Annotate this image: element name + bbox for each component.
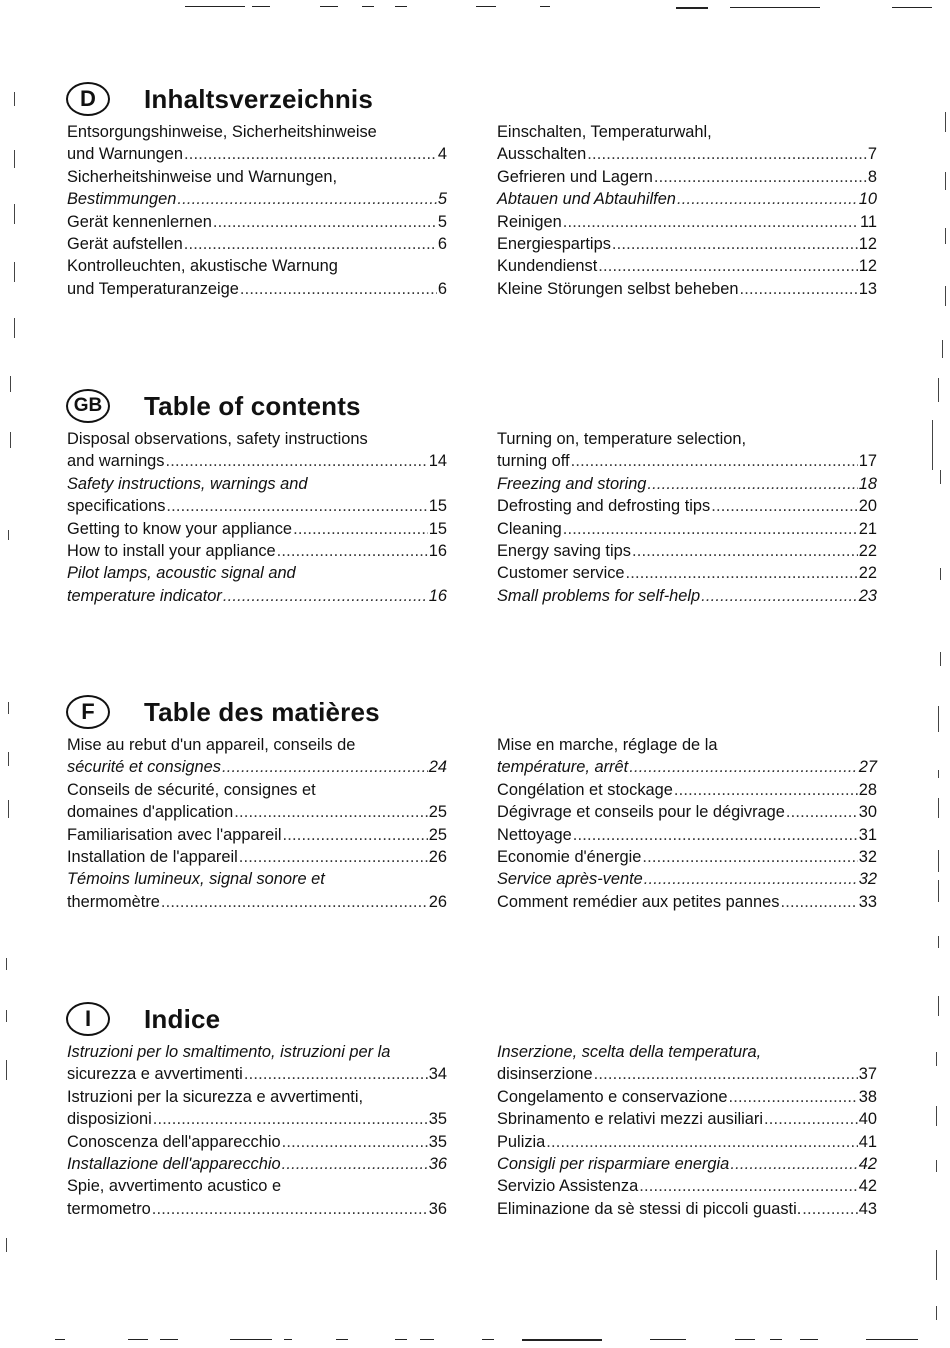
toc-entry (497, 1175, 877, 1197)
toc-entry-text: Cleaning (497, 519, 562, 538)
toc-entry (497, 1108, 877, 1130)
leader-dots (740, 278, 858, 300)
toc-entry (497, 233, 877, 255)
toc-entry-text: Inserzione, scelta della temperatura, (497, 1043, 762, 1061)
toc-entry-text: Nettoyage (497, 825, 572, 844)
toc-entry (67, 1063, 447, 1085)
toc-entry-page-number: 15 (428, 497, 447, 516)
leader-dots (674, 779, 858, 801)
toc-entry-page-number: 15 (428, 519, 447, 538)
toc-entry (67, 233, 447, 255)
toc-entry-text: Conseils de sécurité, consignes et (67, 780, 316, 799)
toc-entry (67, 868, 447, 890)
toc-entry-text: Ausschalten (497, 145, 587, 164)
leader-dots (573, 824, 858, 846)
toc-entry-text: und Warnungen (67, 145, 184, 164)
leader-dots (644, 868, 858, 890)
toc-entry-text: Sbrinamento e relativi mezzi ausiliari (497, 1110, 763, 1129)
toc-entry-page-number: 30 (858, 803, 877, 822)
leader-dots (234, 801, 428, 823)
toc-entry-page-number: 20 (858, 497, 877, 516)
toc-entry-text: Istruzioni per la sicurezza e avvertimenti, (67, 1087, 364, 1106)
leader-dots (166, 495, 427, 517)
leader-dots (184, 233, 437, 255)
leader-dots (587, 143, 867, 165)
toc-entry (497, 734, 877, 756)
toc-entry-text: Gerät aufstellen (67, 234, 183, 253)
toc-entry-page-number: 34 (428, 1065, 447, 1084)
leader-dots (598, 255, 858, 277)
toc-entry (497, 278, 877, 300)
toc-entry (497, 143, 877, 165)
toc-entry-text: Spie, avvertimento acustico e (67, 1177, 282, 1196)
leader-dots (282, 1153, 428, 1175)
toc-entry-text: Congélation et stockage (497, 780, 673, 799)
toc-entry-page-number: 4 (437, 145, 447, 164)
leader-dots (571, 450, 858, 472)
toc-entry-text: disinserzione (497, 1065, 593, 1084)
toc-entry-text: disposizioni (67, 1110, 152, 1129)
toc-entry-text: température, arrêt (497, 758, 629, 777)
toc-entry-page-number: 28 (858, 780, 877, 799)
toc-entry-page-number: 35 (428, 1132, 447, 1151)
toc-entry (67, 278, 447, 300)
toc-entry-page-number: 7 (867, 145, 877, 164)
leader-dots (222, 756, 428, 778)
toc-left-column (67, 734, 447, 913)
leader-dots (626, 562, 858, 584)
toc-entry (67, 1086, 447, 1108)
toc-entry-text: Energy saving tips (497, 541, 631, 560)
toc-entry (67, 891, 447, 913)
toc-entry-text: Getting to know your appliance (67, 519, 293, 538)
toc-entry-text: Servizio Assistenza (497, 1177, 639, 1196)
toc-left-column (67, 121, 447, 300)
toc-entry-text: termometro (67, 1199, 151, 1218)
leader-dots (223, 585, 428, 607)
toc-entry (497, 779, 877, 801)
toc-left-column (67, 1041, 447, 1220)
toc-entry (497, 1153, 877, 1175)
toc-entry-page-number: 8 (867, 167, 877, 186)
toc-entry-text: Comment remédier aux petites pannes (497, 892, 780, 911)
toc-entry-text: sicurezza e avvertimenti (67, 1065, 243, 1084)
toc-entry (67, 1131, 447, 1153)
toc-entry-page-number: 6 (437, 234, 447, 253)
toc-entry (497, 518, 877, 540)
toc-entry-text: Conoscenza dell'apparecchio (67, 1132, 281, 1151)
toc-right-column (497, 1041, 877, 1220)
toc-entry-page-number: 16 (428, 541, 447, 560)
toc-entry (67, 121, 447, 143)
toc-entry (497, 1086, 877, 1108)
toc-entry (67, 143, 447, 165)
toc-section-english (66, 386, 886, 607)
toc-entry-text: Dégivrage et conseils pour le dégivrage (497, 803, 785, 822)
toc-entry-page-number: 24 (428, 758, 447, 777)
toc-entry-text: Témoins lumineux, signal sonore et (67, 870, 325, 889)
leader-dots (780, 891, 857, 913)
toc-entry (497, 585, 877, 607)
toc-entry-text: Installazione dell'apparecchio (67, 1154, 281, 1173)
language-badge-d: D (66, 82, 110, 116)
toc-entry-text: temperature indicator (67, 586, 222, 605)
toc-entry-page-number: 23 (858, 586, 877, 605)
toc-entry-page-number: 31 (858, 825, 877, 844)
toc-entry-page-number: 22 (858, 564, 877, 583)
toc-entry-text: Reinigen (497, 212, 562, 231)
leader-dots (239, 846, 428, 868)
toc-entry-page-number: 25 (428, 803, 447, 822)
toc-entry-text: Pulizia (497, 1132, 546, 1151)
toc-entry-page-number: 21 (858, 519, 877, 538)
leader-dots (177, 188, 437, 210)
leader-dots (786, 801, 858, 823)
toc-entry-text: Einschalten, Temperaturwahl, (497, 123, 712, 141)
toc-entry-text: Freezing and storing (497, 474, 647, 493)
toc-entry (497, 1041, 877, 1063)
leader-dots (612, 233, 858, 255)
leader-dots (166, 450, 428, 472)
toc-entry-page-number: 25 (428, 825, 447, 844)
toc-entry (67, 518, 447, 540)
toc-entry-text: Turning on, temperature selection, (497, 430, 747, 448)
toc-entry (67, 801, 447, 823)
toc-entry-text: Istruzioni per lo smaltimento, istruzioni per la (67, 1043, 391, 1061)
toc-entry-text: and warnings (67, 452, 165, 471)
toc-entry (497, 428, 877, 450)
toc-entry-text: Energiespartips (497, 234, 611, 253)
toc-entry-page-number: 35 (428, 1110, 447, 1129)
toc-entry-page-number: 32 (858, 847, 877, 866)
toc-right-column (497, 121, 877, 300)
toc-entry-text: Customer service (497, 564, 625, 583)
toc-entry (497, 1063, 877, 1085)
toc-entry-page-number: 26 (428, 892, 447, 911)
toc-entry-text: specifications (67, 497, 166, 516)
toc-entry (497, 166, 877, 188)
leader-dots (729, 1086, 858, 1108)
toc-entry-page-number: 27 (858, 758, 877, 777)
toc-entry (67, 211, 447, 233)
toc-entry-page-number: 10 (858, 190, 877, 209)
toc-entry-page-number: 22 (858, 541, 877, 560)
leader-dots (282, 1131, 428, 1153)
toc-entry-text: Mise au rebut d'un appareil, conseils de (67, 736, 356, 754)
toc-entry-page-number: 33 (858, 892, 877, 911)
toc-entry-page-number: 6 (437, 279, 447, 298)
toc-entry (497, 891, 877, 913)
toc-entry-text: sécurité et consignes (67, 758, 221, 777)
toc-entry-text: Congelamento e conservazione (497, 1087, 728, 1106)
language-badge-gb: GB (66, 389, 110, 423)
toc-entry (497, 824, 877, 846)
toc-entry-page-number: 36 (428, 1199, 447, 1218)
toc-right-column (497, 428, 877, 607)
toc-entry (497, 1198, 877, 1220)
language-badge-i: I (66, 1002, 110, 1036)
toc-right-column (497, 734, 877, 913)
toc-entry (67, 1175, 447, 1197)
toc-entry-text: domaines d'application (67, 803, 234, 822)
toc-entry-text: How to install your appliance (67, 541, 276, 560)
toc-entry-text: Small problems for self-help (497, 586, 701, 605)
toc-entry (497, 188, 877, 210)
toc-entry-text: Entsorgungshinweise, Sicherheitshinweise (67, 123, 377, 141)
toc-entry (67, 188, 447, 210)
toc-entry (67, 450, 447, 472)
leader-dots (642, 846, 857, 868)
leader-dots (647, 473, 857, 495)
leader-dots (152, 1198, 428, 1220)
toc-section-german (66, 79, 886, 300)
toc-entry-text: Economie d'énergie (497, 847, 642, 866)
toc-entry-page-number: 12 (858, 257, 877, 276)
leader-dots (632, 540, 858, 562)
toc-entry (67, 562, 447, 584)
toc-entry (67, 428, 447, 450)
toc-entry-text: turning off (497, 452, 570, 471)
toc-entry-page-number: 14 (428, 452, 447, 471)
toc-entry (67, 473, 447, 495)
section-title: Inhaltsverzeichnis (144, 83, 374, 114)
toc-entry (497, 846, 877, 868)
toc-entry-text: Kleine Störungen selbst beheben (497, 279, 739, 298)
toc-entry (497, 540, 877, 562)
toc-entry (67, 734, 447, 756)
leader-dots (213, 211, 437, 233)
section-title: Table des matières (144, 696, 380, 727)
toc-entry (67, 1153, 447, 1175)
leader-dots (277, 540, 428, 562)
toc-entry-text: Consigli per risparmiare energia (497, 1154, 730, 1173)
toc-entry (67, 1041, 447, 1063)
toc-entry-page-number: 42 (858, 1177, 877, 1196)
toc-entry (497, 473, 877, 495)
leader-dots (764, 1108, 858, 1130)
toc-entry-page-number: 40 (858, 1110, 877, 1129)
section-title: Table of contents (144, 390, 361, 421)
toc-entry (497, 1131, 877, 1153)
toc-entry-text: und Temperaturanzeige (67, 279, 239, 298)
toc-entry-page-number: 37 (858, 1065, 877, 1084)
toc-entry-page-number: 17 (858, 452, 877, 471)
toc-entry-page-number: 41 (858, 1132, 877, 1151)
toc-entry-page-number: 42 (858, 1154, 877, 1173)
toc-entry-text: Disposal observations, safety instructions (67, 430, 368, 448)
toc-entry-page-number: 38 (858, 1087, 877, 1106)
toc-entry-text: Gefrieren und Lagern (497, 167, 653, 186)
leader-dots (546, 1131, 857, 1153)
toc-entry-text: thermomètre (67, 892, 160, 911)
leader-dots (153, 1108, 428, 1130)
toc-entry-page-number: 5 (437, 212, 447, 231)
toc-entry (497, 211, 877, 233)
toc-entry-page-number: 18 (858, 474, 877, 493)
toc-left-column (67, 428, 447, 607)
leader-dots (730, 1153, 857, 1175)
leader-dots (711, 495, 858, 517)
toc-entry (497, 562, 877, 584)
toc-entry (67, 824, 447, 846)
toc-entry (67, 540, 447, 562)
toc-entry-text: Installation de l'appareil (67, 847, 238, 866)
leader-dots (594, 1063, 858, 1085)
toc-entry-text: Kontrolleuchten, akustische Warnung (67, 257, 338, 276)
toc-entry-page-number: 12 (858, 234, 877, 253)
toc-entry-text: Pilot lamps, acoustic signal and (67, 564, 296, 583)
leader-dots (654, 166, 867, 188)
toc-entry (67, 1198, 447, 1220)
toc-entry (67, 166, 447, 188)
toc-entry-text: Sicherheitshinweise und Warnungen, (67, 167, 337, 186)
leader-dots (701, 585, 858, 607)
toc-entry-text: Abtauen und Abtauhilfen (497, 190, 676, 209)
toc-entry (497, 121, 877, 143)
toc-entry-text: Service après-vente (497, 870, 643, 889)
toc-entry (67, 585, 447, 607)
toc-entry (497, 868, 877, 890)
leader-dots (563, 211, 859, 233)
toc-entry-text: Gerät kennenlernen (67, 212, 212, 231)
leader-dots (161, 891, 428, 913)
toc-entry (497, 450, 877, 472)
leader-dots (184, 143, 437, 165)
toc-entry-page-number: 32 (858, 870, 877, 889)
toc-entry (67, 756, 447, 778)
toc-entry (497, 255, 877, 277)
toc-entry-page-number: 26 (428, 847, 447, 866)
toc-entry-page-number: 16 (428, 586, 447, 605)
leader-dots (629, 756, 858, 778)
toc-entry (497, 756, 877, 778)
language-badge-f: F (66, 695, 110, 729)
toc-entry-text: Bestimmungen (67, 190, 177, 209)
toc-entry (497, 801, 877, 823)
toc-entry-page-number: 5 (437, 190, 447, 209)
toc-entry-text: Mise en marche, réglage de la (497, 736, 718, 754)
toc-entry-text: Kundendienst (497, 257, 598, 276)
toc-entry (67, 779, 447, 801)
leader-dots (282, 824, 427, 846)
toc-entry-page-number: 36 (428, 1154, 447, 1173)
leader-dots (802, 1198, 857, 1220)
toc-entry (67, 495, 447, 517)
toc-entry-text: Eliminazione da sè stessi di piccoli guasti. (497, 1199, 802, 1218)
toc-entry (67, 1108, 447, 1130)
toc-entry (67, 846, 447, 868)
toc-section-italian (66, 999, 886, 1220)
leader-dots (639, 1175, 858, 1197)
section-title: Indice (144, 1003, 221, 1034)
toc-entry-text: Familiarisation avec l'appareil (67, 825, 282, 844)
leader-dots (244, 1063, 428, 1085)
leader-dots (293, 518, 428, 540)
toc-section-french (66, 692, 886, 913)
toc-entry (497, 495, 877, 517)
leader-dots (563, 518, 858, 540)
toc-entry-page-number: 43 (858, 1199, 877, 1218)
toc-entry-text: Defrosting and defrosting tips (497, 497, 711, 516)
toc-entry-text: Safety instructions, warnings and (67, 474, 308, 493)
toc-entry (67, 255, 447, 277)
toc-entry-page-number: 11 (859, 212, 877, 231)
leader-dots (677, 188, 858, 210)
leader-dots (240, 278, 437, 300)
toc-entry-page-number: 13 (858, 279, 877, 298)
